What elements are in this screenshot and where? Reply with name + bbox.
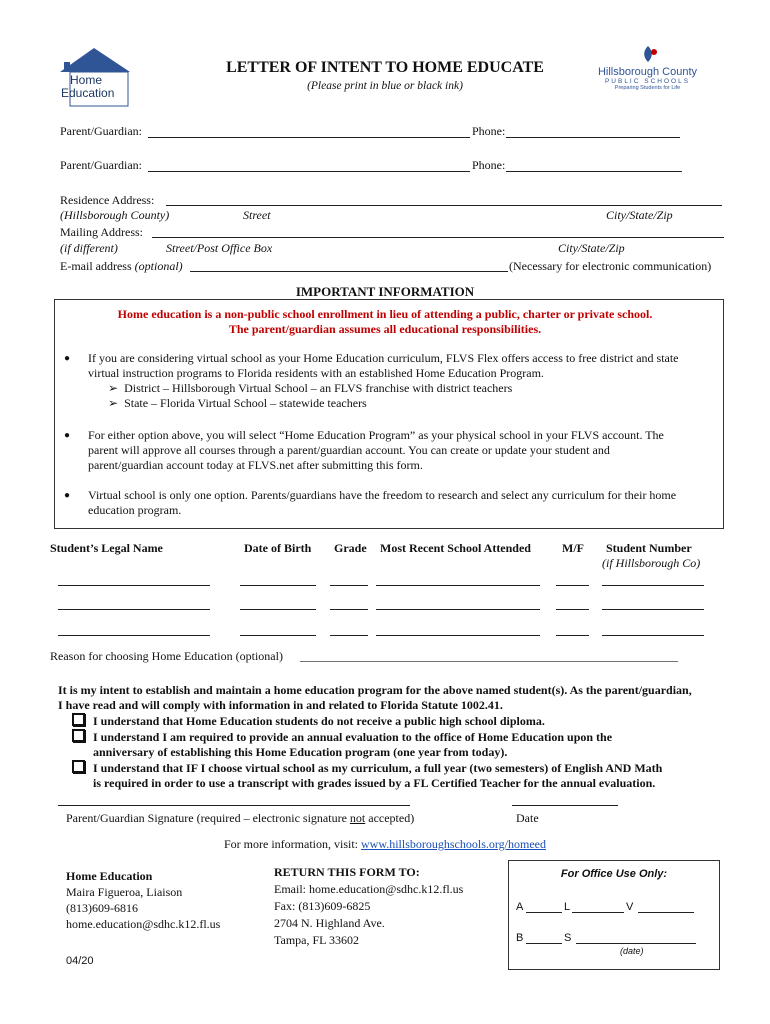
torch-icon — [628, 44, 668, 66]
bullet-2-line1: For either option above, you will select “Home Education Program” as your physical school in your FLVS account. The — [88, 428, 664, 442]
form-code: 04/20 — [66, 955, 94, 967]
bullet-1-line2: virtual instruction programs to Florida residents with an established Home Education Program. — [88, 366, 544, 380]
return-title: RETURN THIS FORM TO: — [274, 865, 420, 879]
email-field[interactable] — [190, 271, 508, 272]
bullet-3 — [88, 488, 676, 518]
important-heading: IMPORTANT INFORMATION — [295, 284, 475, 299]
bullet-2 — [88, 428, 664, 473]
homeed-link[interactable]: www.hillsboroughschools.org/homeed — [361, 837, 546, 851]
bullet-2-line3: parent/guardian account today at FLVS.net after submitting this form. — [88, 458, 423, 472]
email-note: (Necessary for electronic communication) — [509, 259, 712, 273]
col-grade: Grade — [334, 541, 367, 555]
return-info — [274, 864, 463, 949]
mailing-field[interactable] — [152, 237, 724, 238]
col-date-of-birth: Date of Birth — [244, 541, 312, 555]
student-dob-field[interactable] — [240, 585, 316, 586]
intent-line2: I have read and will comply with information in and related to Florida Statute 1002.41. — [58, 698, 503, 712]
phone2-label: Phone: — [472, 158, 506, 172]
office-name: Maira Figueroa, Liaison — [66, 885, 183, 899]
residence-street-hint: Street — [243, 208, 271, 222]
important-red-line2: The parent/guardian assumes all educational responsibilities. — [228, 322, 542, 336]
mailing-city-hint: City/State/Zip — [558, 241, 625, 255]
office-contact — [66, 868, 220, 932]
ou-l-field[interactable] — [572, 912, 624, 913]
intent-statement — [58, 683, 692, 713]
col-student-number-sub: (if Hillsborough Co) — [602, 556, 701, 570]
signature-label-not: not — [349, 811, 366, 825]
important-red-line1: Home education is a non-public school enrollment in lieu of attending a public, charter or private school. — [117, 307, 653, 321]
reason-label: Reason for choosing Home Education (optional) — [50, 649, 283, 663]
reason-field[interactable]: _______________________________________________________________ — [300, 649, 678, 663]
return-address-line1: 2704 N. Highland Ave. — [274, 916, 385, 930]
student-grade-field[interactable] — [330, 609, 368, 610]
student-number-field[interactable] — [602, 609, 704, 610]
mailing-street-hint: Street/Post Office Box — [166, 241, 273, 255]
checkbox-2-label-line2: anniversary of establishing this Home Education program (one year from today). — [93, 745, 508, 759]
parent1-field[interactable] — [148, 137, 470, 138]
hillsborough-logo — [585, 44, 710, 102]
sub-item-state: State – Florida Virtual School – statewide teachers — [124, 396, 367, 410]
parent2-field[interactable] — [148, 171, 470, 172]
bullet-1-line1: If you are considering virtual school as your Home Education curriculum, FLVS Flex offers access to free district and state — [88, 351, 679, 365]
phone1-field[interactable] — [506, 137, 680, 138]
col-student-number: Student Number — [606, 541, 692, 555]
ou-v-field[interactable] — [638, 912, 694, 913]
email-label: E-mail address — [60, 259, 132, 273]
residence-label: Residence Address: — [60, 193, 155, 207]
col-school: Most Recent School Attended — [380, 541, 531, 555]
residence-city-hint: City/State/Zip — [606, 208, 673, 222]
student-school-field[interactable] — [376, 585, 540, 586]
phone1-label: Phone: — [472, 124, 506, 138]
student-grade-field[interactable] — [330, 585, 368, 586]
office-title: Home Education — [66, 869, 153, 883]
student-name-field[interactable] — [58, 635, 210, 636]
ou-a-label: A — [516, 901, 524, 913]
student-mf-field[interactable] — [556, 635, 589, 636]
ou-b-field[interactable] — [526, 943, 562, 944]
bullet-1-subitems — [108, 381, 512, 411]
email-label-wrap — [60, 259, 183, 274]
checkbox-virtual-school[interactable] — [72, 760, 85, 773]
checkbox-3-row — [72, 760, 662, 791]
checkbox-3-label-line2: is required in order to use a transcript with grades issued by a FL Certified Teacher for the annual evaluation. — [93, 776, 656, 790]
bullet-icon: ● — [64, 430, 71, 441]
ou-a-field[interactable] — [526, 912, 562, 913]
date-label: Date — [516, 811, 539, 825]
student-name-field[interactable] — [58, 585, 210, 586]
arrow-icon: ➢ — [108, 381, 125, 395]
student-school-field[interactable] — [376, 609, 540, 610]
checkbox-3-label-line1: I understand that IF I choose virtual school as my curriculum, a full year (two semesters) of English AND Math — [93, 761, 663, 775]
student-mf-field[interactable] — [556, 609, 589, 610]
more-info-text: For more information, visit: — [224, 837, 361, 851]
ou-l-label: L — [564, 901, 571, 913]
parent2-label: Parent/Guardian: — [60, 158, 142, 172]
signature-label-post: accepted) — [365, 811, 415, 825]
intent-line1: It is my intent to establish and maintain a home education program for the above named student(s). As the parent/guardian, — [58, 683, 692, 697]
phone2-field[interactable] — [506, 171, 682, 172]
checkbox-2-row — [72, 729, 612, 760]
ou-s-label: S — [564, 932, 572, 944]
residence-county-hint: (Hillsborough County) — [60, 208, 170, 222]
student-dob-field[interactable] — [240, 635, 316, 636]
bullet-3-line1: Virtual school is only one option. Parents/guardians have the freedom to research and select any curriculum for their home — [88, 488, 677, 502]
office-use-title: For Office Use Only: — [560, 868, 668, 880]
student-number-field[interactable] — [602, 635, 704, 636]
logo-tagline: Preparing Students for Life — [614, 85, 681, 91]
email-optional: (optional) — [134, 259, 183, 273]
office-phone: (813)609-6816 — [66, 901, 138, 915]
bullet-1 — [88, 351, 679, 381]
student-dob-field[interactable] — [240, 609, 316, 610]
bullet-3-line2: education program. — [88, 503, 182, 517]
col-student-name: Student’s Legal Name — [50, 541, 163, 555]
mailing-label: Mailing Address: — [60, 225, 143, 239]
logo-text-education: Education — [61, 86, 115, 100]
signature-label — [66, 811, 414, 826]
checkbox-evaluation[interactable] — [72, 729, 85, 742]
signature-field[interactable] — [58, 805, 410, 806]
arrow-icon: ➢ — [108, 396, 125, 410]
home-education-logo — [52, 44, 142, 110]
bullet-icon: ● — [64, 490, 71, 501]
residence-field[interactable] — [166, 205, 722, 206]
student-grade-field[interactable] — [330, 635, 368, 636]
student-school-field[interactable] — [376, 635, 540, 636]
return-fax: Fax: (813)609-6825 — [274, 899, 371, 913]
more-info — [0, 837, 770, 852]
page-title: LETTER OF INTENT TO HOME EDUCATE — [226, 59, 544, 76]
checkbox-1-row — [72, 713, 545, 729]
checkbox-diploma[interactable] — [72, 713, 85, 726]
student-number-field[interactable] — [602, 585, 704, 586]
col-mf: M/F — [562, 541, 584, 555]
ou-s-field[interactable] — [576, 943, 696, 944]
logo-public-schools: PUBLIC SCHOOLS — [604, 78, 691, 85]
return-address-line2: Tampa, FL 33602 — [274, 933, 360, 947]
office-email: home.education@sdhc.k12.fl.us — [66, 917, 221, 931]
student-name-field[interactable] — [58, 609, 210, 610]
checkbox-2-label-line1: I understand I am required to provide an annual evaluation to the office of Home Education upon the — [93, 730, 613, 744]
mailing-if-hint: (if different) — [60, 241, 118, 255]
ou-v-label: V — [626, 901, 634, 913]
page-subtitle: (Please print in blue or black ink) — [307, 80, 463, 92]
logo-text-home: Home — [70, 73, 103, 87]
date-field[interactable] — [512, 805, 618, 806]
bullet-icon: ● — [64, 353, 71, 364]
signature-label-pre: Parent/Guardian Signature (required – electronic signature — [66, 811, 350, 825]
bullet-2-line2: parent will approve all courses through a parent/guardian account. You can create or update your student and — [88, 443, 610, 457]
parent1-label: Parent/Guardian: — [60, 124, 142, 138]
return-email: Email: home.education@sdhc.k12.fl.us — [274, 882, 464, 896]
student-mf-field[interactable] — [556, 585, 589, 586]
ou-b-label: B — [516, 932, 524, 944]
ou-date-label: (date) — [620, 946, 644, 956]
logo-county-name: Hillsborough County — [597, 66, 698, 78]
checkbox-1-label: I understand that Home Education students do not receive a public high school diploma. — [93, 714, 545, 728]
sub-item-district: District – Hillsborough Virtual School – an FLVS franchise with district teachers — [124, 381, 513, 395]
